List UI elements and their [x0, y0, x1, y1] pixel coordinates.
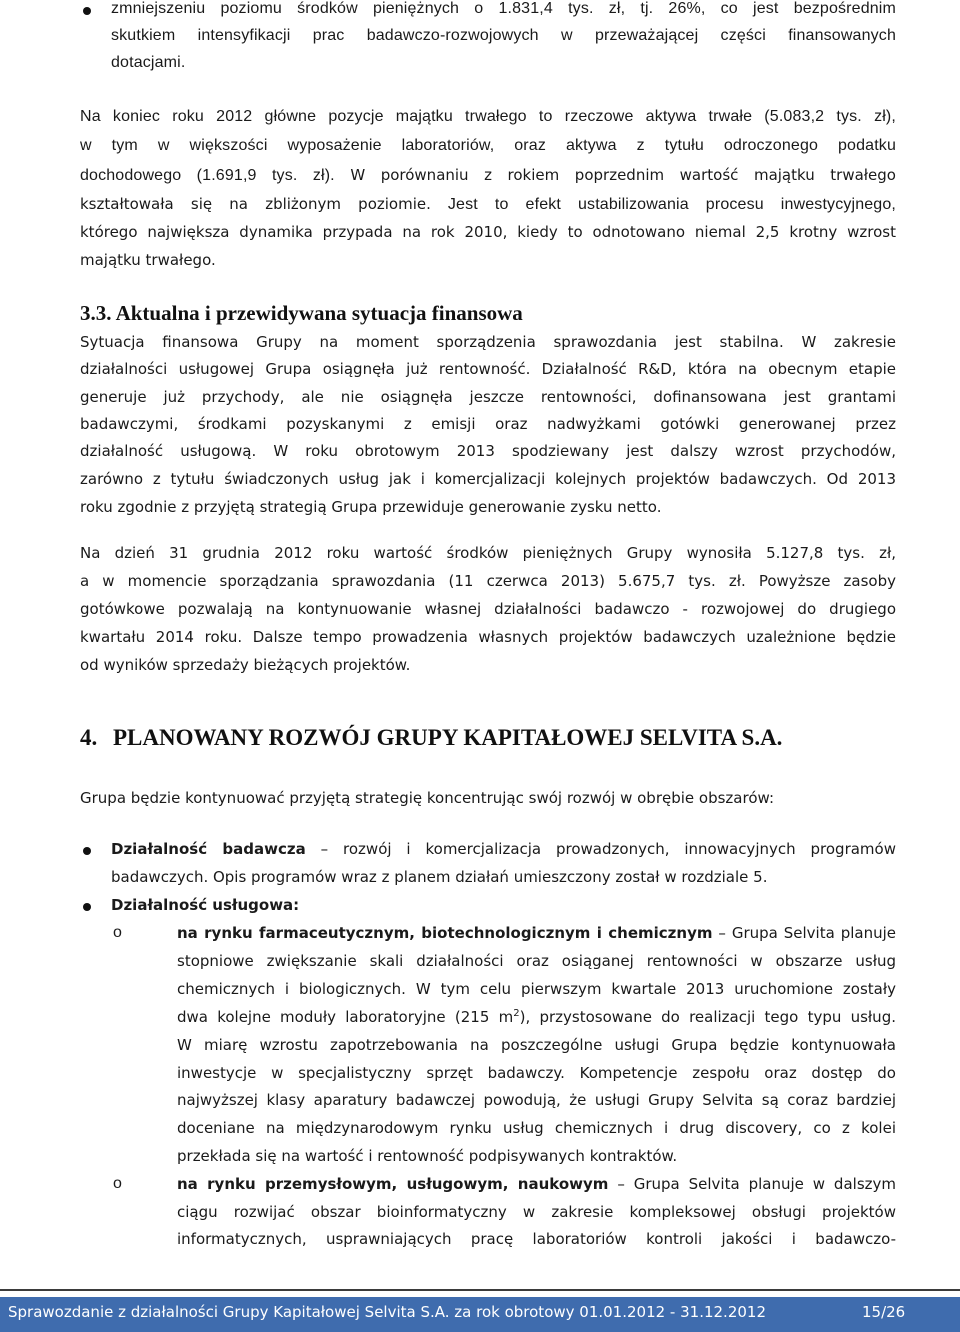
text-line: kwartału 2014 roku. Dalsze tempo prowadzenia własnych projektów badawczych uzależnione będzie: [80, 628, 896, 646]
text-line: ciągu rozwijać obszar bioinformatyczny w zakresie kompleksowej obsługi projektów: [177, 1203, 896, 1221]
text-segment: kształtowała się na zbliżonym poziomie.: [80, 195, 431, 213]
text-line: przekłada się na wartość i rentowność podpisywanych kontraktów.: [177, 1147, 678, 1165]
text-line: Grupa będzie kontynuować przyjętą strategię koncentrując swój rozwój w obrębie obszarów:: [80, 789, 774, 807]
text-segment: W porównaniu z rokiem poprzednim wartość majątku trwałego: [334, 166, 896, 184]
text-line: najwyższej klasy aparatury badawczej powodują, że usługi Grupy Selvita są coraz bardziej: [177, 1091, 896, 1109]
footer-divider: [0, 1289, 960, 1291]
text-line: chemicznych i biologicznych. W tym celu pierwszym kwartale 2013 uruchomione zostały: [177, 980, 896, 998]
text-line: w tym w większości wyposażenie laboratoriów, oraz aktywa z tytułu odroczonego podatku: [80, 137, 896, 154]
text-line: doceniane na międzynarodowym rynku usług chemicznych i drug discovery, co z kolei: [177, 1119, 896, 1137]
bold-term: Działalność badawcza: [111, 840, 306, 858]
text-line: [177, 1175, 896, 1193]
bullet-icon: [83, 7, 91, 15]
text-segment: – rozwój i komercjalizacja prowadzonych, innowacyjnych programów: [305, 840, 896, 858]
text-line: dotacjami.: [111, 54, 186, 71]
bold-term: na rynku przemysłowym, usługowym, naukowym: [177, 1175, 609, 1193]
circle-bullet-icon: o: [113, 924, 122, 941]
text-line: [111, 840, 896, 858]
bullet-icon: [83, 847, 91, 855]
superscript: 2: [513, 1008, 520, 1019]
text-line: informatycznych, usprawniających pracę laboratoriów kontroli jakości i badawczo-: [177, 1230, 896, 1248]
circle-bullet-icon: o: [113, 1175, 122, 1192]
text-line: roku zgodnie z przyjętą strategią Grupa przewiduje generowanie zysku netto.: [80, 498, 662, 516]
text-line: [111, 896, 896, 914]
text-line: skutkiem intensyfikacji prac badawczo-rozwojowych w przeważającej części finansowanych: [111, 27, 896, 44]
text-line: generuje już przychody, ale nie osiągnęła jeszcze rentowności, dofinansowana jest grantami: [80, 388, 896, 406]
page-number: 15/26: [862, 1303, 906, 1321]
text-segment: – Grupa Selvita planuje w dalszym: [608, 1175, 896, 1193]
text-line: stopniowe zwiększanie skali działalności oraz osiąganej rentowności w obszarze usług: [177, 952, 896, 970]
text-line: Na koniec roku 2012 główne pozycje majątku trwałego to rzeczowe aktywa trwałe (5.083,2 tys. zł),: [80, 108, 896, 125]
page-footer: [0, 1297, 960, 1332]
text-segment: dochodowego (1.691,9 tys. zł).: [80, 167, 335, 184]
text-line: [80, 166, 896, 185]
text-line: działalność usługową. W roku obrotowym 2013 spodziewany jest dalszy wzrost przychodów,: [80, 442, 896, 460]
chapter-number: 4.: [80, 725, 98, 750]
chapter-heading: [80, 725, 782, 751]
text-line: inwestycje w specjalistyczny sprzęt badawczy. Kompetencje zespołu oraz dostęp do: [177, 1064, 896, 1082]
section-heading: 3.3. Aktualna i przewidywana sytuacja finansowa: [80, 301, 523, 325]
text-line: gotówkowe pozwalają na kontynuowanie własnej działalności badawczo - rozwojowej do drugiego: [80, 600, 896, 618]
text-line: W miarę wzrostu zapotrzebowania na poszczególne usługi Grupa będzie kontynuowała: [177, 1036, 896, 1054]
text-line: od wyników sprzedaży bieżących projektów.: [80, 656, 411, 674]
footer-title: Sprawozdanie z działalności Grupy Kapitałowej Selvita S.A. za rok obrotowy 01.01.2012 - 31.12.2012: [8, 1303, 766, 1321]
text-segment: – Grupa Selvita planuje: [712, 924, 896, 942]
text-line: badawczymi, środkami pozyskanymi z emisji oraz nadwyżkami gotówki generowanej przez: [80, 415, 896, 433]
bold-term: na rynku farmaceutycznym, biotechnologicznym i chemicznym: [177, 924, 713, 942]
text-line: Na dzień 31 grudnia 2012 roku wartość środków pieniężnych Grupy wynosiła 5.127,8 tys. zł,: [80, 544, 896, 562]
text-line: Sytuacja finansowa Grupy na moment sporządzenia sprawozdania jest stabilna. W zakresie: [80, 333, 896, 351]
chapter-title: PLANOWANY ROZWÓJ GRUPY KAPITAŁOWEJ SELVITA S.A.: [113, 725, 783, 750]
text-segment: ), przystosowane do realizacji tego typu usług.: [519, 1008, 896, 1026]
text-segment: działalności usługowej Grupa osiągnęła już rentowność.: [80, 360, 531, 378]
text-line: zarówno z tytułu świadczonych usług jak i komercjalizacji kolejnych projektów badawczych. Od 2013: [80, 470, 896, 488]
text-line: majątku trwałego.: [80, 251, 216, 269]
text-line: którego największa dynamika przypada na rok 2010, kiedy to odnotowano niemal 2,5 krotny wzrost: [80, 223, 896, 241]
text-line: [80, 360, 896, 378]
bullet-icon: [83, 903, 91, 911]
text-line: [177, 1008, 896, 1026]
text-line: [80, 195, 896, 214]
text-segment: Działalność R&D, która na obecnym etapie: [530, 360, 896, 378]
text-line: zmniejszeniu poziomu środków pieniężnych o 1.831,4 tys. zł, tj. 26%, co jest bezpośrednim: [111, 0, 896, 17]
bold-term: Działalność usługowa:: [111, 896, 300, 914]
text-line: [177, 924, 896, 942]
text-line: a w momencie sporządzania sprawozdania (11 czerwca 2013) 5.675,7 tys. zł. Powyższe zasoby: [80, 572, 896, 590]
text-line: badawczych. Opis programów wraz z planem działań umieszczony został w rozdziale 5.: [111, 868, 768, 886]
text-segment: dwa kolejne moduły laboratoryjne (215 m: [177, 1008, 514, 1026]
text-segment: Jest to efekt ustabilizowania procesu inwestycyjnego,: [430, 196, 896, 213]
